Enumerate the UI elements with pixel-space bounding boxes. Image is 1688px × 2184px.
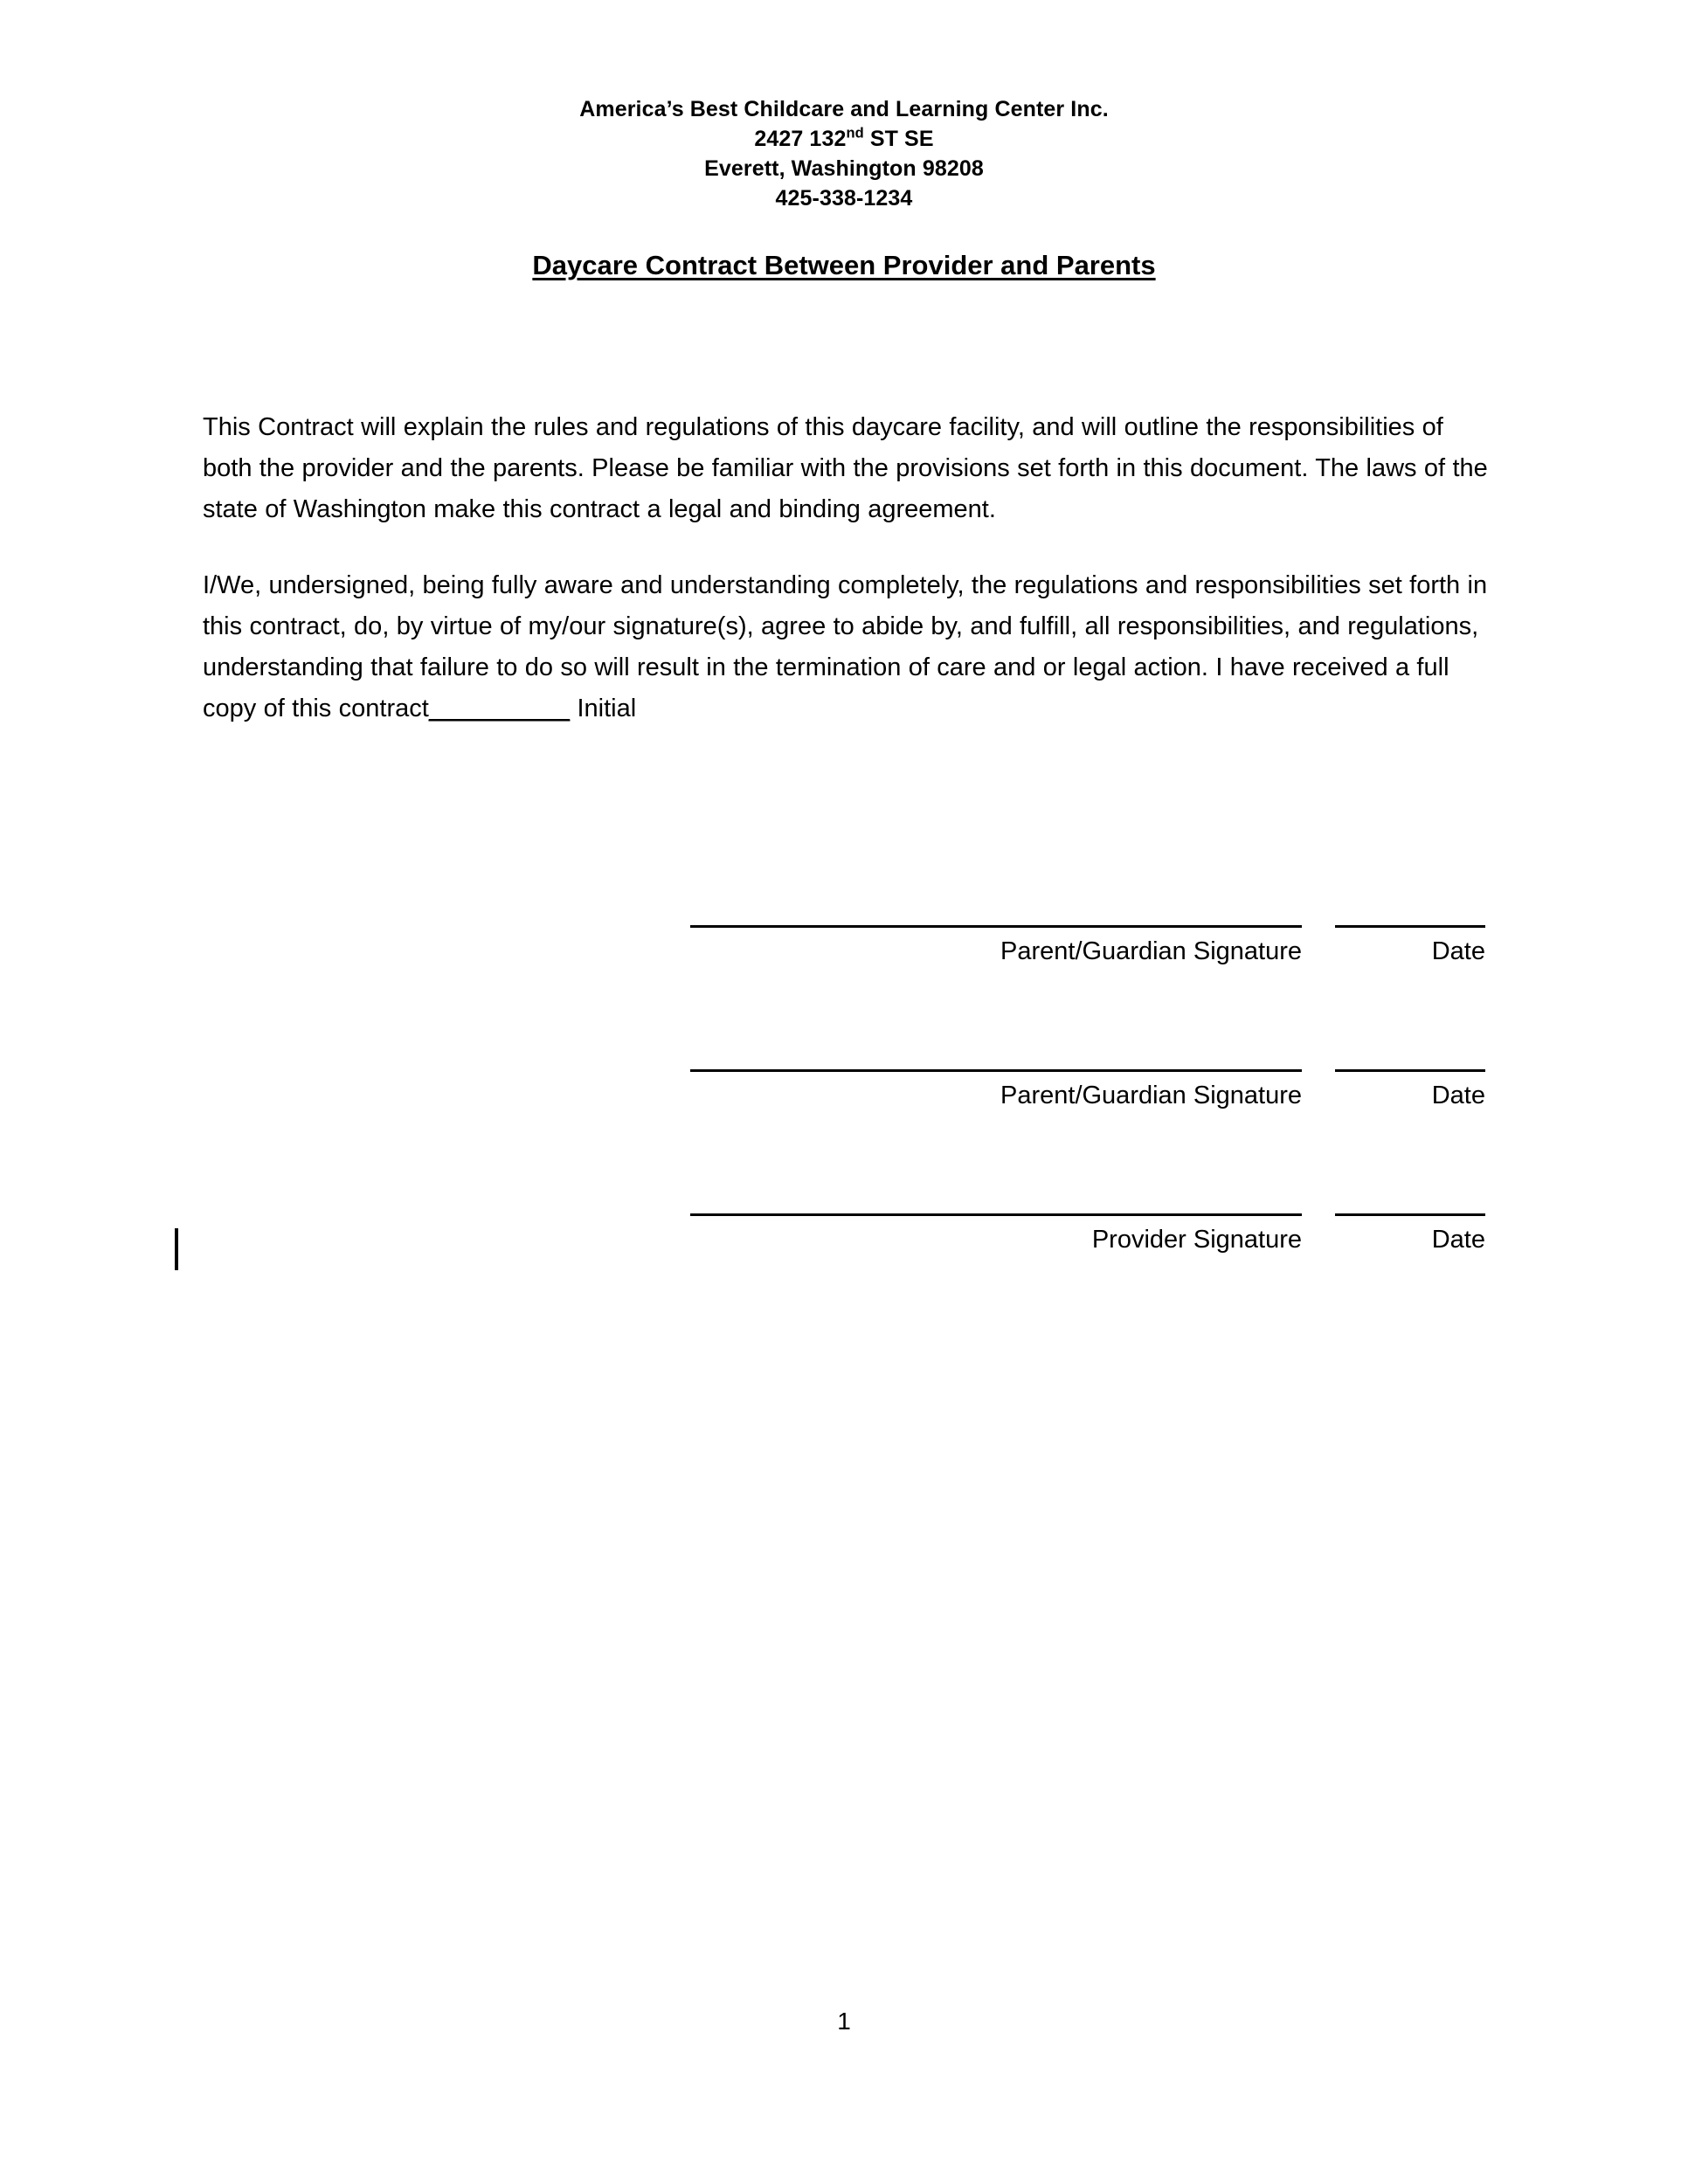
signature-line-parent-guardian-1[interactable] bbox=[690, 925, 1302, 928]
street-number: 2427 132 bbox=[754, 127, 847, 151]
street-ordinal-suffix: nd bbox=[846, 125, 864, 142]
signature-block bbox=[690, 904, 1485, 1337]
date-label-parent-guardian-1: Date bbox=[1431, 937, 1485, 965]
revision-change-bar bbox=[175, 1228, 178, 1270]
letterhead-organization: America’s Best Childcare and Learning Center Inc. bbox=[579, 97, 1109, 121]
signature-line-provider[interactable] bbox=[690, 1213, 1302, 1216]
letterhead-phone: 425-338-1234 bbox=[775, 186, 913, 211]
date-line-provider[interactable] bbox=[1335, 1213, 1485, 1216]
date-label-parent-guardian-2: Date bbox=[1431, 1082, 1485, 1109]
page-title: Daycare Contract Between Provider and Parents bbox=[532, 250, 1156, 280]
acknowledgement-text-before-blank: I/We, undersigned, being fully aware and understanding completely, the regulations and responsibilities set forth in this contract, do, by virtue of my/our signature(s), agree to abide by, and fulfill, all responsibilities, and regulations, understanding that failure to do so will result in the termination of care and or legal action. I have received a full copy of this contract bbox=[203, 571, 1488, 722]
letterhead bbox=[0, 94, 1688, 213]
signature-label-provider: Provider Signature bbox=[1091, 1226, 1302, 1254]
signature-label-parent-guardian-1: Parent/Guardian Signature bbox=[1000, 937, 1302, 965]
signature-row-parent-guardian-2 bbox=[690, 1048, 1485, 1192]
letterhead-city-state-zip: Everett, Washington 98208 bbox=[704, 156, 984, 181]
body-text bbox=[203, 407, 1498, 729]
initial-label: Initial bbox=[570, 695, 637, 722]
page-number: 1 bbox=[837, 2008, 851, 2035]
date-line-parent-guardian-2[interactable] bbox=[1335, 1069, 1485, 1072]
paragraph-acknowledgement bbox=[203, 565, 1498, 729]
signature-row-provider bbox=[690, 1192, 1485, 1337]
street-rest: ST SE bbox=[863, 127, 934, 151]
date-line-parent-guardian-1[interactable] bbox=[1335, 925, 1485, 928]
signature-row-parent-guardian-1 bbox=[690, 904, 1485, 1048]
paragraph-intro: This Contract will explain the rules and regulations of this daycare facility, and will outline the responsibilities of both the provider and the parents. Please be familiar with the provisions set forth in this document. The laws of the state of Washington make this contract a legal and binding agreement. bbox=[203, 413, 1488, 523]
date-label-provider: Date bbox=[1431, 1226, 1485, 1254]
letterhead-street-address bbox=[0, 124, 1688, 154]
initial-blank-field[interactable]: __________ bbox=[428, 695, 571, 722]
signature-label-parent-guardian-2: Parent/Guardian Signature bbox=[1000, 1082, 1302, 1109]
signature-line-parent-guardian-2[interactable] bbox=[690, 1069, 1302, 1072]
